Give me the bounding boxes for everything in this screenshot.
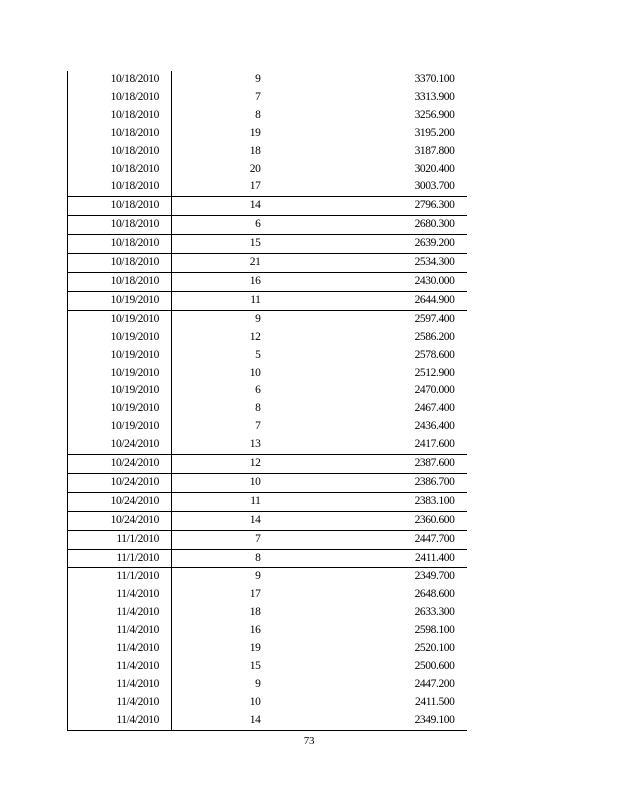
date-cell: 10/19/2010 xyxy=(68,291,172,310)
value-cell: 3187.800 xyxy=(414,144,455,157)
date-cell: 11/4/2010 xyxy=(68,694,172,712)
date-cell: 11/1/2010 xyxy=(68,530,172,549)
date-cell: 11/4/2010 xyxy=(68,604,172,622)
value-cell: 2447.200 xyxy=(414,677,455,690)
table-row xyxy=(68,125,467,143)
table-row xyxy=(68,492,467,511)
date-cell: 10/18/2010 xyxy=(68,143,172,161)
value-cell: 2411.500 xyxy=(415,695,455,708)
date-cell: 11/1/2010 xyxy=(68,568,172,586)
date-cell: 10/19/2010 xyxy=(68,310,172,328)
table-row xyxy=(68,291,467,310)
number-cell: 9 xyxy=(255,677,261,690)
date-cell: 10/19/2010 xyxy=(68,382,172,400)
table-row xyxy=(68,178,467,196)
table-row xyxy=(68,254,467,273)
table-row xyxy=(68,400,467,418)
table-row xyxy=(68,549,467,568)
date-cell: 11/4/2010 xyxy=(68,712,172,730)
number-cell: 14 xyxy=(172,197,265,216)
number-cell: 16 xyxy=(172,272,265,291)
value-cell: 2387.600 xyxy=(265,455,467,474)
date-cell: 10/24/2010 xyxy=(68,455,172,474)
table-row xyxy=(68,676,467,694)
date-cell: 11/1/2010 xyxy=(68,549,172,568)
value-cell: 2360.600 xyxy=(265,511,467,530)
date-cell: 11/4/2010 xyxy=(68,622,172,640)
number-cell: 19 xyxy=(249,642,261,655)
value-cell: 2512.900 xyxy=(414,366,455,379)
date-cell: 10/18/2010 xyxy=(68,272,172,291)
date-cell: 10/19/2010 xyxy=(68,418,172,436)
date-cell: 10/24/2010 xyxy=(68,473,172,492)
date-cell: 10/19/2010 xyxy=(68,347,172,365)
value-cell: 3370.100 xyxy=(414,73,455,85)
number-cell: 19 xyxy=(249,126,261,139)
value-cell: 2633.300 xyxy=(414,606,455,619)
table-row xyxy=(68,89,467,107)
number-cell: 20 xyxy=(249,162,261,175)
table-row xyxy=(68,161,467,179)
date-cell: 10/18/2010 xyxy=(68,89,172,107)
value-cell: 3313.900 xyxy=(414,90,455,103)
number-cell: 10 xyxy=(172,473,265,492)
number-cell: 17 xyxy=(249,588,261,601)
date-cell: 10/18/2010 xyxy=(68,235,172,254)
number-cell: 7 xyxy=(255,90,261,103)
data-table xyxy=(67,71,467,731)
table-row xyxy=(68,347,467,365)
value-cell: 2796.300 xyxy=(265,197,467,216)
value-cell: 2470.000 xyxy=(414,384,455,397)
table-row xyxy=(68,71,467,89)
number-cell: 12 xyxy=(249,330,261,343)
table-row xyxy=(68,511,467,530)
number-cell: 21 xyxy=(172,254,265,273)
value-cell: 2578.600 xyxy=(414,348,455,361)
number-cell: 13 xyxy=(249,438,261,451)
number-cell: 14 xyxy=(172,712,265,730)
number-cell: 12 xyxy=(172,455,265,474)
table-row xyxy=(68,622,467,640)
value-cell: 2436.400 xyxy=(414,420,455,433)
date-cell: 11/4/2010 xyxy=(68,658,172,676)
value-cell: 2534.300 xyxy=(265,254,467,273)
date-cell: 10/18/2010 xyxy=(68,161,172,179)
table-row xyxy=(68,418,467,436)
number-cell: 10 xyxy=(249,695,261,708)
table-row xyxy=(68,235,467,254)
table-row xyxy=(68,216,467,235)
value-cell: 2349.100 xyxy=(265,712,467,730)
value-cell: 2411.400 xyxy=(265,549,467,568)
table-row xyxy=(68,329,467,347)
value-cell: 2680.300 xyxy=(265,216,467,235)
number-cell: 8 xyxy=(255,402,261,415)
value-cell: 3256.900 xyxy=(414,108,455,121)
value-cell: 2430.000 xyxy=(265,272,467,291)
table-row xyxy=(68,604,467,622)
date-cell: 11/4/2010 xyxy=(68,640,172,658)
value-cell: 2386.700 xyxy=(265,473,467,492)
date-cell: 10/24/2010 xyxy=(68,511,172,530)
table-row xyxy=(68,455,467,474)
table-body xyxy=(68,71,467,730)
table-row xyxy=(68,473,467,492)
value-cell: 2639.200 xyxy=(265,235,467,254)
table-row xyxy=(68,107,467,125)
table-row xyxy=(68,272,467,291)
number-cell: 9 xyxy=(255,73,261,85)
date-cell: 10/18/2010 xyxy=(68,216,172,235)
date-cell: 10/19/2010 xyxy=(68,365,172,383)
value-cell: 2520.100 xyxy=(414,642,455,655)
value-cell: 2467.400 xyxy=(414,402,455,415)
number-cell: 16 xyxy=(249,624,261,637)
value-cell: 2597.400 xyxy=(265,310,467,328)
table-row xyxy=(68,382,467,400)
date-cell: 10/18/2010 xyxy=(68,107,172,125)
number-cell: 6 xyxy=(172,216,265,235)
number-cell: 11 xyxy=(172,492,265,511)
date-cell: 10/19/2010 xyxy=(68,400,172,418)
value-cell: 2586.200 xyxy=(414,330,455,343)
number-cell: 14 xyxy=(172,511,265,530)
date-cell: 10/18/2010 xyxy=(68,125,172,143)
date-cell: 10/19/2010 xyxy=(68,329,172,347)
table-row xyxy=(68,530,467,549)
value-cell: 3020.400 xyxy=(414,162,455,175)
number-cell: 17 xyxy=(249,180,261,193)
number-cell: 7 xyxy=(255,420,261,433)
number-cell: 18 xyxy=(249,606,261,619)
number-cell: 6 xyxy=(255,384,261,397)
date-cell: 11/4/2010 xyxy=(68,676,172,694)
number-cell: 5 xyxy=(255,348,261,361)
value-cell: 2500.600 xyxy=(414,660,455,672)
date-cell: 11/4/2010 xyxy=(68,586,172,604)
table-row xyxy=(68,712,467,730)
table-row xyxy=(68,640,467,658)
number-cell: 15 xyxy=(249,660,261,672)
value-cell: 2383.100 xyxy=(265,492,467,511)
value-cell: 2349.700 xyxy=(265,568,467,586)
table-row xyxy=(68,568,467,586)
number-cell: 8 xyxy=(255,108,261,121)
page-number: 73 xyxy=(303,735,315,747)
value-cell: 2417.600 xyxy=(414,438,455,451)
value-cell: 2648.600 xyxy=(414,588,455,601)
number-cell: 9 xyxy=(172,568,265,586)
value-cell: 3003.700 xyxy=(414,180,455,193)
date-cell: 10/18/2010 xyxy=(68,178,172,196)
table-row xyxy=(68,310,467,328)
number-cell: 7 xyxy=(172,530,265,549)
value-cell: 2447.700 xyxy=(265,530,467,549)
number-cell: 11 xyxy=(172,291,265,310)
number-cell: 10 xyxy=(249,366,261,379)
value-cell: 2644.900 xyxy=(265,291,467,310)
number-cell: 9 xyxy=(172,310,265,328)
date-cell: 10/18/2010 xyxy=(68,197,172,216)
value-cell: 2598.100 xyxy=(414,624,455,637)
date-cell: 10/24/2010 xyxy=(68,436,172,454)
table-row xyxy=(68,658,467,676)
number-cell: 18 xyxy=(249,144,261,157)
date-cell: 10/18/2010 xyxy=(68,71,172,89)
number-cell: 15 xyxy=(172,235,265,254)
table-row xyxy=(68,143,467,161)
number-cell: 8 xyxy=(172,549,265,568)
value-cell: 3195.200 xyxy=(414,126,455,139)
date-cell: 10/24/2010 xyxy=(68,492,172,511)
date-cell: 10/18/2010 xyxy=(68,254,172,273)
table-row xyxy=(68,694,467,712)
table-row xyxy=(68,586,467,604)
table-row xyxy=(68,436,467,454)
table-row xyxy=(68,197,467,216)
table-row xyxy=(68,365,467,383)
